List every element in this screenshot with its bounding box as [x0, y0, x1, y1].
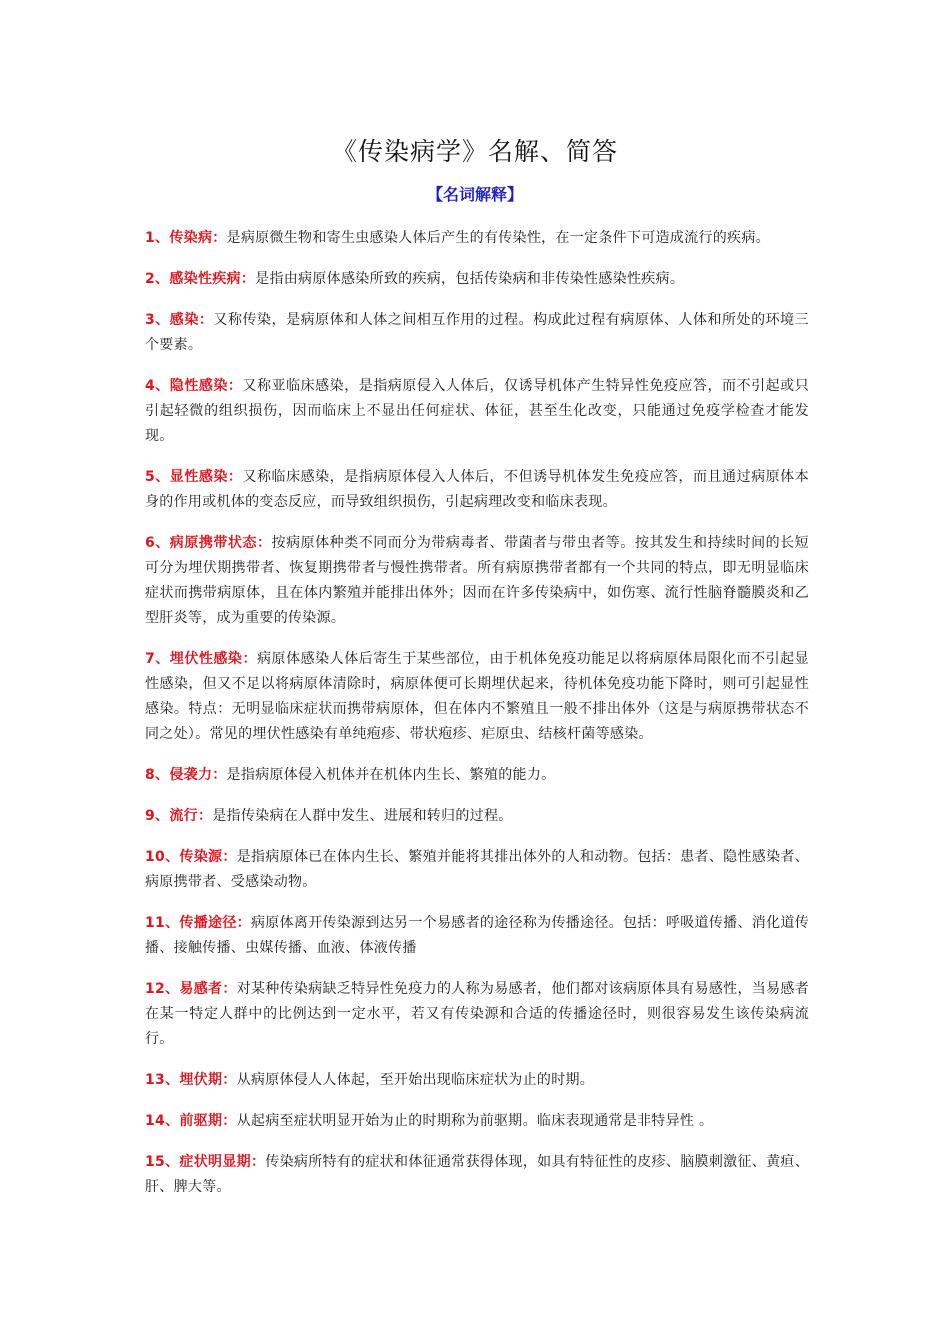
definition-entry	[145, 1150, 809, 1200]
definition-entry	[145, 308, 809, 358]
term-definition: 又称传染，是病原体和人体之间相互作用的过程。构成此过程有病原体、人体和所处的环境三个要素。	[145, 312, 809, 353]
term-label: 8、侵袭力：	[145, 767, 227, 783]
definition-entry	[145, 465, 809, 515]
definition-list	[145, 226, 809, 1216]
term-label: 5、显性感染：	[145, 469, 243, 485]
definition-entry	[145, 226, 809, 251]
term-label: 14、前驱期：	[145, 1113, 237, 1129]
term-definition: 病原体感染人体后寄生于某些部位，由于机体免疫功能足以将病原体局限化而不引起显性感染，但又不足以将病原体清除时，病原体便可长期埋伏起来，待机体免疫功能下降时，则可引起显性感染。特点：无明显临床症状而携带病原体，但在体内不繁殖且一般不排出体外（这是与病原携带状态不同之处）。常见的埋伏性感染有单纯疱疹、带状疱疹、疟原虫、结核杆菌等感染。	[145, 651, 809, 742]
definition-entry	[145, 267, 809, 292]
term-definition: 是指传染病在人群中发生、进展和转归的过程。	[212, 808, 513, 824]
definition-entry	[145, 374, 809, 449]
definition-entry	[145, 1109, 809, 1134]
term-label: 4、隐性感染：	[145, 378, 243, 394]
term-definition: 从起病至症状明显开始为止的时期称为前驱期。临床表现通常是非特异性 。	[236, 1113, 714, 1129]
definition-entry	[145, 977, 809, 1052]
document-title: 《传染病学》名解、简答	[331, 137, 618, 166]
section-heading: 【名词解释】	[426, 185, 523, 204]
term-label: 12、易感者：	[145, 981, 237, 997]
term-label: 3、感染：	[145, 312, 214, 328]
term-definition: 从病原体侵人人体起，至开始出现临床症状为止的时期。	[236, 1072, 595, 1088]
term-label: 1、传染病：	[145, 230, 227, 246]
term-label: 6、病原携带状态：	[145, 535, 272, 551]
term-definition: 是病原微生物和寄生虫感染人体后产生的有传染性，在一定条件下可造成流行的疾病。	[226, 230, 770, 246]
term-definition: 病原体离开传染源到达另一个易感者的途径称为传播途径。包括：呼吸道传播、消化道传播、接触传播、虫媒传播、血液、体液传播	[145, 915, 809, 956]
term-definition: 是指由病原体感染所致的疾病，包括传染病和非传染性感染性疾病。	[255, 271, 685, 287]
term-definition: 又称亚临床感染，是指病原侵入人体后，仅诱导机体产生特异性免疫应答，而不引起或只引起轻微的组织损伤，因而临床上不显出任何症状、体征，甚至生化改变，只能通过免疫学检查才能发现。	[145, 378, 809, 444]
definition-entry	[145, 647, 809, 747]
definition-entry	[145, 763, 809, 788]
definition-entry	[145, 804, 809, 829]
term-definition: 又称临床感染，是指病原体侵入人体后，不但诱导机体发生免疫应答，而且通过病原体本身的作用或机体的变态反应，而导致组织损伤，引起病理改变和临床表现。	[145, 469, 809, 510]
term-label: 9、流行：	[145, 808, 213, 824]
definition-entry	[145, 531, 809, 631]
term-definition: 按病原体种类不同而分为带病毒者、带菌者与带虫者等。按其发生和持续时间的长短可分为埋伏期携带者、恢复期携带者与慢性携带者。所有病原携带者都有一个共同的特点，即无明显临床症状而携带病原体，且在体内繁殖并能排出体外；因而在许多传染病中，如伤寒、流行性脑脊髓膜炎和乙型肝炎等，成为重要的传染源。	[145, 535, 809, 626]
definition-entry	[145, 911, 809, 961]
term-label: 13、埋伏期：	[145, 1072, 237, 1088]
term-label: 7、埋伏性感染：	[145, 651, 257, 667]
term-definition: 是指病原体已在体内生长、繁殖并能将其排出体外的人和动物。包括：患者、隐性感染者、病原携带者、受感染动物。	[145, 849, 809, 890]
definition-entry	[145, 845, 809, 895]
term-definition: 对某种传染病缺乏特异性免疫力的人称为易感者，他们都对该病原体具有易感性，当易感者在某一特定人群中的比例达到一定水平，若又有传染源和合适的传播途径时，则很容易发生该传染病流行。	[145, 981, 809, 1047]
term-definition: 传染病所特有的症状和体征通常获得体现，如具有特征性的皮疹、脑膜刺激征、黄疸、肝、脾大等。	[145, 1154, 809, 1195]
definition-entry	[145, 1068, 809, 1093]
term-label: 2、感染性疾病：	[145, 271, 256, 287]
term-label: 10、传染源：	[145, 849, 237, 865]
term-label: 11、传播途径：	[145, 915, 251, 931]
term-label: 15、症状明显期：	[145, 1154, 266, 1170]
term-definition: 是指病原体侵入机体并在机体内生长、繁殖的能力。	[226, 767, 556, 783]
